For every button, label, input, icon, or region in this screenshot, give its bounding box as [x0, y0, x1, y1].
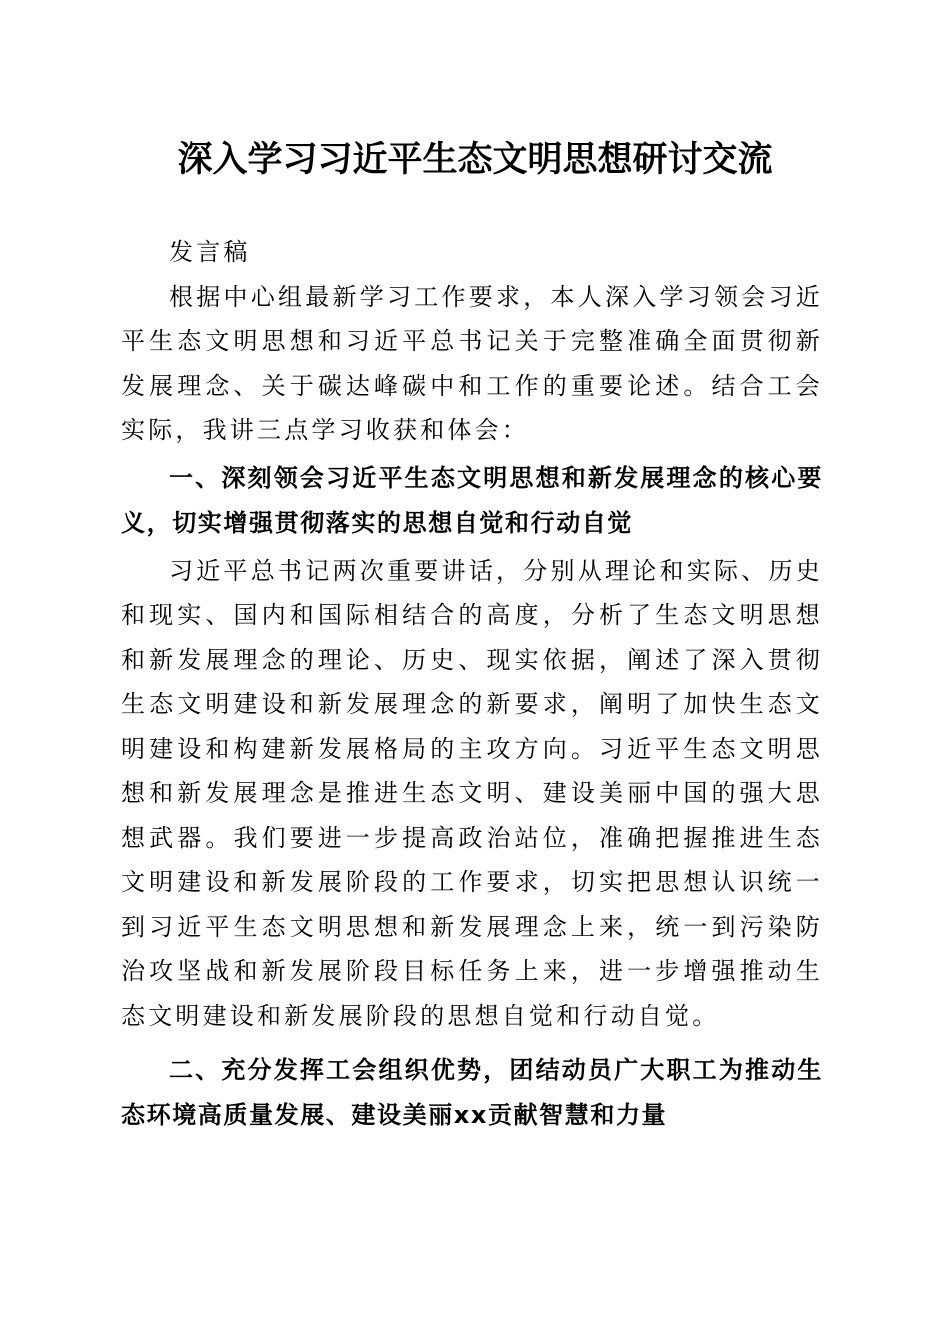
document-title: 深入学习习近平生态文明思想研讨交流 [177, 139, 773, 180]
section-1-paragraph: 习近平总书记两次重要讲话，分别从理论和实际、历史和现实、国内和国际相结合的高度，分析了生态文明思想和新发展理念的理论、历史、现实依据，阐述了深入贯彻生态文明建设和新发展理念的新要求，阐明了加快生态文明建设和构建新发展格局的主攻方向。习近平生态文明思想和新发展理念是推进生态文明、建设美丽中国的强大思想武器。我们要进一步提高政治站位，准确把握推进生态文明建设和新发展阶段的工作要求，切实把思想认识统一到习近平生态文明思想和新发展理念上来，统一到污染防治攻坚战和新发展阶段目标任务上来，进一步增强推动生态文明建设和新发展阶段的思想自觉和行动自觉。 [121, 556, 823, 1030]
intro-paragraph: 根据中心组最新学习工作要求，本人深入学习领会习近平生态文明思想和习近平总书记关于完整准确全面贯彻新发展理念、关于碳达峰碳中和工作的重要论述。结合工会实际，我讲三点学习收获和体会： [121, 282, 823, 444]
section-heading-2: 二、充分发挥工会组织优势，团结动员广大职工为推动生态环境高质量发展、建设美丽xx贡献智慧和力量 [121, 1056, 823, 1129]
document-subtitle: 发言稿 [169, 238, 251, 266]
document-body [121, 230, 823, 1141]
section-heading-1: 一、深刻领会习近平生态文明思想和新发展理念的核心要义，切实增强贯彻落实的思想自觉和行动自觉 [121, 463, 823, 537]
